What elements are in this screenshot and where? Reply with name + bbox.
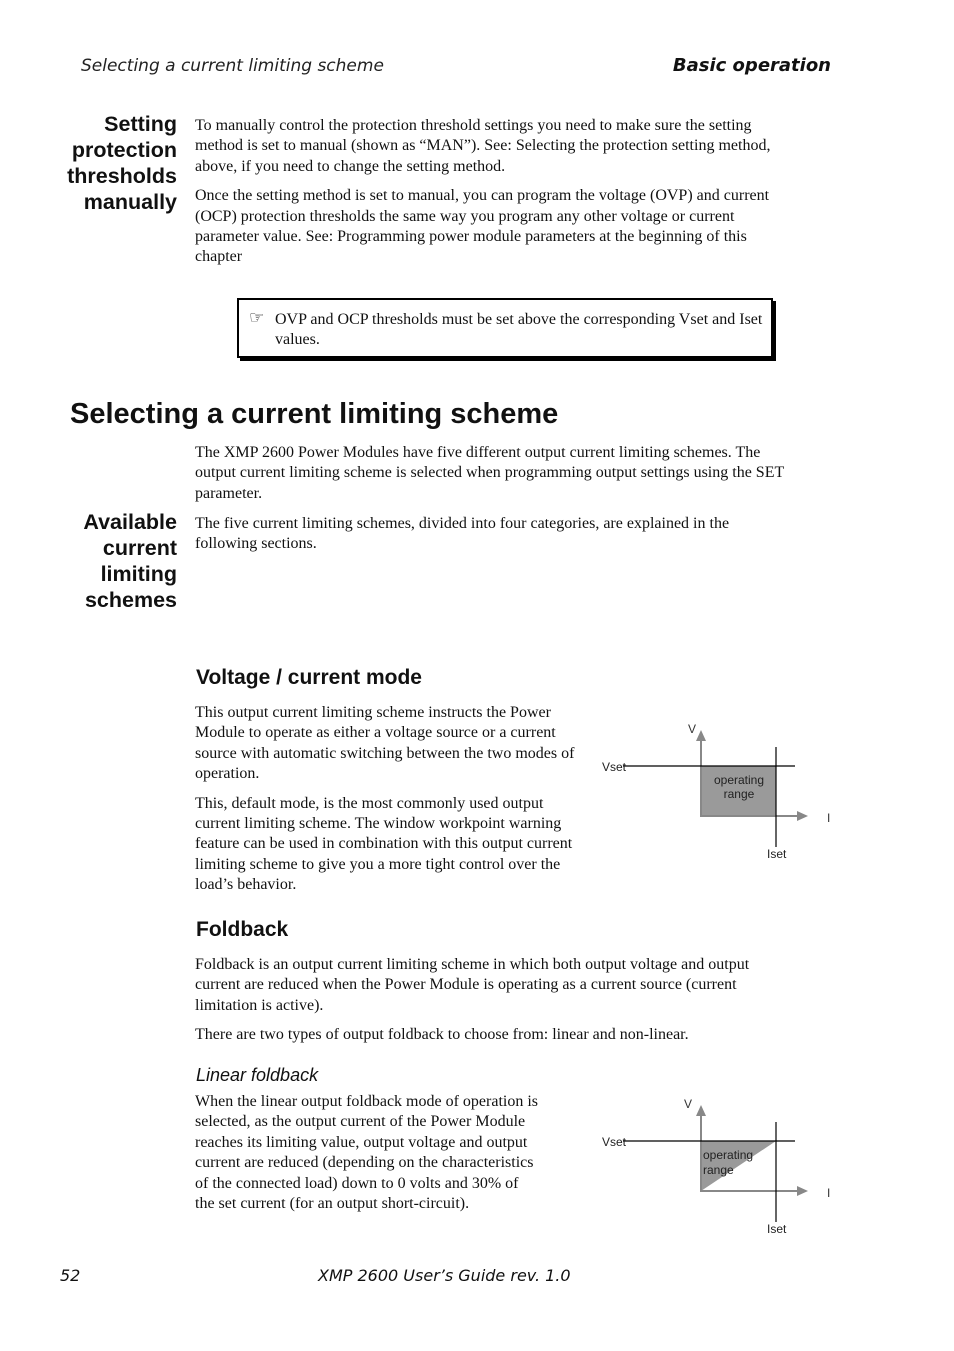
paragraph: To manually control the protection threshold settings you need to make sure the setting method is set to manual (shown as “MAN”). See: Selecting the protection setting method, above, if you need to change the setting method. <box>195 117 771 175</box>
side-heading-line: limiting <box>100 562 177 586</box>
i-axis-label: I <box>827 811 831 825</box>
paragraph: This, default mode, is the most commonly used output current limiting scheme. The window workpoint warning feature can be used in combination with this output current limiting scheme to give you a more tight control over the load’s behavior. <box>195 794 573 894</box>
side-heading-available <box>17 509 177 613</box>
paragraph: There are two types of output foldback to choose from: linear and non-linear. <box>195 1026 689 1044</box>
hand-pointer-icon: ☞ <box>249 308 265 328</box>
vc-mode-diagram <box>590 715 840 865</box>
section-title: Selecting a current limiting scheme <box>70 398 559 430</box>
v-axis-label: V <box>684 1097 693 1111</box>
paragraph: This output current limiting scheme instructs the Power Module to operate as either a voltage source or a current source with automatic switching between the two modes of operation. <box>195 704 575 783</box>
v-axis-label: V <box>688 722 697 736</box>
iset-label: Iset <box>767 1222 787 1236</box>
header-chapter-title: Basic operation <box>672 55 831 76</box>
side-heading-protection <box>17 111 177 215</box>
paragraph: Once the setting method is set to manual, you can program the voltage (OVP) and current (OCP) protection thresholds the same way you program any other voltage or current parameter value. See: Programming power module parameters at the beginning of this chapter <box>195 187 770 266</box>
vc-mode-text <box>195 703 589 896</box>
page-number: 52 <box>60 1266 81 1285</box>
intro-paragraph: The XMP 2600 Power Modules have five different output current limiting schemes. The output current limiting scheme is selected when programming output settings using the SET parameter. <box>195 444 784 502</box>
side-heading-line: current <box>102 536 177 560</box>
side-heading-line: thresholds <box>67 164 177 188</box>
linear-foldback-diagram <box>590 1090 840 1240</box>
side-heading-line: manually <box>83 190 177 214</box>
footer-title <box>318 1266 571 1285</box>
i-axis-arrowhead <box>797 811 808 821</box>
foldback-text <box>195 955 795 1046</box>
linear-foldback-paragraph: When the linear output foldback mode of operation is selected, as the output current of the Power Module reaches its limiting value, output voltage and output current are reduced (depending on the characteristics of the connected load) down to 0 volts and 30% of the set current (for an output short-circuit). <box>195 1093 539 1213</box>
footer-guide-title: XMP 2600 User’s Guide <box>318 1266 506 1285</box>
footer-revision: rev. 1.0 <box>510 1266 571 1285</box>
side-heading-line: Setting <box>104 112 177 136</box>
vset-label: Vset <box>602 760 627 774</box>
region-label-line1: operating <box>703 1148 754 1162</box>
region-label-line2: range <box>723 787 755 801</box>
available-paragraph: The five current limiting schemes, divided into four categories, are explained in the following sections. <box>195 515 730 553</box>
paragraph: Foldback is an output current limiting scheme in which both output voltage and output current are reduced when the Power Module is operating as a current source (current limitation is active). <box>195 956 750 1014</box>
subsection-heading-vc-mode: Voltage / current mode <box>196 666 422 689</box>
region-label-line1: operating <box>713 773 765 787</box>
i-axis-arrowhead <box>797 1186 808 1196</box>
iset-label: Iset <box>767 847 787 861</box>
protection-text <box>195 116 795 268</box>
subsection-heading-foldback: Foldback <box>196 918 289 941</box>
side-heading-line: protection <box>71 138 177 162</box>
side-heading-line: schemes <box>84 588 177 612</box>
v-axis-arrowhead <box>696 730 706 741</box>
v-axis-arrowhead <box>696 1105 706 1116</box>
side-heading-line: Available <box>83 510 177 534</box>
note-box <box>237 298 773 358</box>
i-axis-label: I <box>827 1186 831 1200</box>
vset-label: Vset <box>602 1135 627 1149</box>
note-text: OVP and OCP thresholds must be set above the corresponding Vset and Iset values. <box>275 311 763 349</box>
region-label-line2: range <box>703 1163 734 1177</box>
linear-foldback-heading: Linear foldback <box>196 1065 319 1085</box>
header-section-title: Selecting a current limiting scheme <box>81 56 384 76</box>
